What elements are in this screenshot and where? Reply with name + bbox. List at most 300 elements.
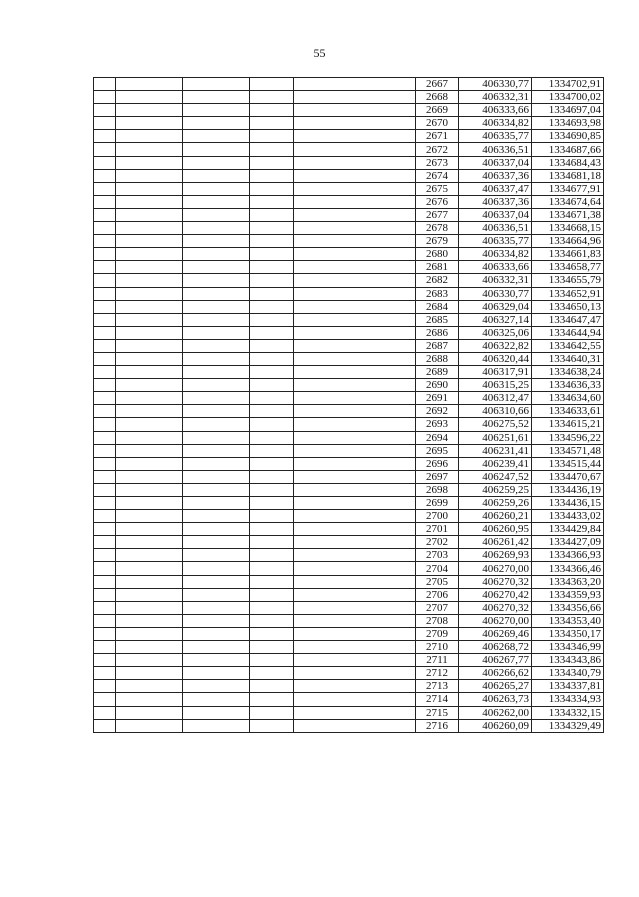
empty-cell bbox=[94, 339, 116, 352]
table-row bbox=[94, 195, 604, 208]
table-row bbox=[94, 536, 604, 549]
empty-cell bbox=[183, 483, 250, 496]
table-row bbox=[94, 156, 604, 169]
empty-cell bbox=[183, 470, 250, 483]
y-coordinate-cell: 1334697,04 bbox=[532, 104, 604, 117]
empty-cell bbox=[250, 366, 294, 379]
point-number-cell: 2700 bbox=[416, 510, 459, 523]
empty-cell bbox=[183, 641, 250, 654]
empty-cell bbox=[94, 313, 116, 326]
y-coordinate-cell: 1334644,94 bbox=[532, 326, 604, 339]
table-row bbox=[94, 405, 604, 418]
empty-cell bbox=[250, 444, 294, 457]
y-coordinate-cell: 1334661,83 bbox=[532, 248, 604, 261]
point-number-cell: 2671 bbox=[416, 130, 459, 143]
table-row bbox=[94, 208, 604, 221]
empty-cell bbox=[116, 627, 183, 640]
empty-cell bbox=[250, 706, 294, 719]
y-coordinate-cell: 1334693,98 bbox=[532, 117, 604, 130]
empty-cell bbox=[94, 235, 116, 248]
empty-cell bbox=[183, 614, 250, 627]
empty-cell bbox=[294, 235, 416, 248]
y-coordinate-cell: 1334356,66 bbox=[532, 601, 604, 614]
x-coordinate-cell: 406334,82 bbox=[459, 117, 532, 130]
empty-cell bbox=[294, 588, 416, 601]
x-coordinate-cell: 406325,06 bbox=[459, 326, 532, 339]
empty-cell bbox=[294, 641, 416, 654]
table-row bbox=[94, 483, 604, 496]
empty-cell bbox=[116, 588, 183, 601]
empty-cell bbox=[94, 379, 116, 392]
empty-cell bbox=[116, 366, 183, 379]
empty-cell bbox=[116, 261, 183, 274]
x-coordinate-cell: 406315,25 bbox=[459, 379, 532, 392]
empty-cell bbox=[250, 470, 294, 483]
empty-cell bbox=[250, 523, 294, 536]
y-coordinate-cell: 1334427,09 bbox=[532, 536, 604, 549]
table-row bbox=[94, 654, 604, 667]
table-row bbox=[94, 706, 604, 719]
empty-cell bbox=[116, 287, 183, 300]
empty-cell bbox=[294, 274, 416, 287]
point-number-cell: 2715 bbox=[416, 706, 459, 719]
table-row bbox=[94, 78, 604, 91]
empty-cell bbox=[94, 300, 116, 313]
empty-cell bbox=[294, 693, 416, 706]
empty-cell bbox=[116, 117, 183, 130]
point-number-cell: 2679 bbox=[416, 235, 459, 248]
x-coordinate-cell: 406263,73 bbox=[459, 693, 532, 706]
empty-cell bbox=[183, 366, 250, 379]
point-number-cell: 2716 bbox=[416, 719, 459, 732]
empty-cell bbox=[183, 497, 250, 510]
y-coordinate-cell: 1334655,79 bbox=[532, 274, 604, 287]
empty-cell bbox=[94, 667, 116, 680]
table-row bbox=[94, 614, 604, 627]
x-coordinate-cell: 406268,72 bbox=[459, 641, 532, 654]
empty-cell bbox=[294, 143, 416, 156]
point-number-cell: 2672 bbox=[416, 143, 459, 156]
empty-cell bbox=[250, 693, 294, 706]
empty-cell bbox=[250, 418, 294, 431]
empty-cell bbox=[116, 313, 183, 326]
empty-cell bbox=[94, 195, 116, 208]
empty-cell bbox=[250, 457, 294, 470]
empty-cell bbox=[294, 457, 416, 470]
empty-cell bbox=[294, 287, 416, 300]
x-coordinate-cell: 406330,77 bbox=[459, 78, 532, 91]
empty-cell bbox=[116, 300, 183, 313]
table-row bbox=[94, 627, 604, 640]
empty-cell bbox=[250, 169, 294, 182]
empty-cell bbox=[94, 627, 116, 640]
empty-cell bbox=[94, 497, 116, 510]
empty-cell bbox=[294, 601, 416, 614]
table-row bbox=[94, 248, 604, 261]
empty-cell bbox=[294, 326, 416, 339]
empty-cell bbox=[94, 562, 116, 575]
point-number-cell: 2713 bbox=[416, 680, 459, 693]
empty-cell bbox=[116, 248, 183, 261]
x-coordinate-cell: 406259,26 bbox=[459, 497, 532, 510]
empty-cell bbox=[250, 208, 294, 221]
table-row bbox=[94, 431, 604, 444]
empty-cell bbox=[250, 352, 294, 365]
empty-cell bbox=[294, 182, 416, 195]
empty-cell bbox=[94, 536, 116, 549]
x-coordinate-cell: 406336,51 bbox=[459, 222, 532, 235]
empty-cell bbox=[250, 654, 294, 667]
y-coordinate-cell: 1334638,24 bbox=[532, 366, 604, 379]
x-coordinate-cell: 406312,47 bbox=[459, 392, 532, 405]
empty-cell bbox=[183, 248, 250, 261]
y-coordinate-cell: 1334633,61 bbox=[532, 405, 604, 418]
empty-cell bbox=[94, 641, 116, 654]
x-coordinate-cell: 406260,21 bbox=[459, 510, 532, 523]
empty-cell bbox=[94, 208, 116, 221]
point-number-cell: 2692 bbox=[416, 405, 459, 418]
y-coordinate-cell: 1334334,93 bbox=[532, 693, 604, 706]
empty-cell bbox=[94, 405, 116, 418]
point-number-cell: 2705 bbox=[416, 575, 459, 588]
y-coordinate-cell: 1334674,64 bbox=[532, 195, 604, 208]
x-coordinate-cell: 406260,09 bbox=[459, 719, 532, 732]
x-coordinate-cell: 406247,52 bbox=[459, 470, 532, 483]
y-coordinate-cell: 1334343,86 bbox=[532, 654, 604, 667]
table-row bbox=[94, 497, 604, 510]
y-coordinate-cell: 1334684,43 bbox=[532, 156, 604, 169]
empty-cell bbox=[250, 510, 294, 523]
empty-cell bbox=[183, 418, 250, 431]
empty-cell bbox=[294, 222, 416, 235]
x-coordinate-cell: 406260,95 bbox=[459, 523, 532, 536]
empty-cell bbox=[94, 588, 116, 601]
point-number-cell: 2686 bbox=[416, 326, 459, 339]
empty-cell bbox=[183, 667, 250, 680]
empty-cell bbox=[116, 654, 183, 667]
empty-cell bbox=[294, 562, 416, 575]
empty-cell bbox=[250, 339, 294, 352]
y-coordinate-cell: 1334700,02 bbox=[532, 91, 604, 104]
empty-cell bbox=[183, 339, 250, 352]
empty-cell bbox=[94, 169, 116, 182]
empty-cell bbox=[183, 693, 250, 706]
empty-cell bbox=[183, 222, 250, 235]
point-number-cell: 2707 bbox=[416, 601, 459, 614]
empty-cell bbox=[250, 117, 294, 130]
point-number-cell: 2687 bbox=[416, 339, 459, 352]
point-number-cell: 2677 bbox=[416, 208, 459, 221]
y-coordinate-cell: 1334515,44 bbox=[532, 457, 604, 470]
empty-cell bbox=[116, 222, 183, 235]
empty-cell bbox=[183, 326, 250, 339]
empty-cell bbox=[94, 706, 116, 719]
empty-cell bbox=[94, 156, 116, 169]
empty-cell bbox=[250, 143, 294, 156]
empty-cell bbox=[116, 418, 183, 431]
empty-cell bbox=[250, 431, 294, 444]
x-coordinate-cell: 406337,36 bbox=[459, 169, 532, 182]
point-number-cell: 2696 bbox=[416, 457, 459, 470]
point-number-cell: 2711 bbox=[416, 654, 459, 667]
empty-cell bbox=[94, 143, 116, 156]
x-coordinate-cell: 406270,32 bbox=[459, 575, 532, 588]
empty-cell bbox=[94, 274, 116, 287]
empty-cell bbox=[94, 693, 116, 706]
empty-cell bbox=[250, 222, 294, 235]
y-coordinate-cell: 1334571,48 bbox=[532, 444, 604, 457]
empty-cell bbox=[294, 444, 416, 457]
empty-cell bbox=[116, 444, 183, 457]
empty-cell bbox=[183, 208, 250, 221]
point-number-cell: 2689 bbox=[416, 366, 459, 379]
y-coordinate-cell: 1334359,93 bbox=[532, 588, 604, 601]
point-number-cell: 2668 bbox=[416, 91, 459, 104]
y-coordinate-cell: 1334634,60 bbox=[532, 392, 604, 405]
empty-cell bbox=[183, 392, 250, 405]
table-row bbox=[94, 392, 604, 405]
table-row bbox=[94, 352, 604, 365]
empty-cell bbox=[250, 91, 294, 104]
table-row bbox=[94, 313, 604, 326]
empty-cell bbox=[250, 405, 294, 418]
table-row bbox=[94, 130, 604, 143]
x-coordinate-cell: 406270,00 bbox=[459, 562, 532, 575]
empty-cell bbox=[94, 117, 116, 130]
empty-cell bbox=[94, 719, 116, 732]
table-row bbox=[94, 719, 604, 732]
x-coordinate-cell: 406332,31 bbox=[459, 274, 532, 287]
empty-cell bbox=[250, 483, 294, 496]
empty-cell bbox=[116, 536, 183, 549]
empty-cell bbox=[294, 379, 416, 392]
y-coordinate-cell: 1334436,15 bbox=[532, 497, 604, 510]
empty-cell bbox=[250, 549, 294, 562]
x-coordinate-cell: 406259,25 bbox=[459, 483, 532, 496]
coordinate-table bbox=[93, 77, 604, 733]
empty-cell bbox=[294, 117, 416, 130]
empty-cell bbox=[183, 261, 250, 274]
empty-cell bbox=[294, 248, 416, 261]
empty-cell bbox=[294, 431, 416, 444]
x-coordinate-cell: 406337,04 bbox=[459, 156, 532, 169]
empty-cell bbox=[94, 222, 116, 235]
y-coordinate-cell: 1334470,67 bbox=[532, 470, 604, 483]
empty-cell bbox=[116, 352, 183, 365]
point-number-cell: 2670 bbox=[416, 117, 459, 130]
table-row bbox=[94, 444, 604, 457]
empty-cell bbox=[183, 706, 250, 719]
x-coordinate-cell: 406239,41 bbox=[459, 457, 532, 470]
x-coordinate-cell: 406261,42 bbox=[459, 536, 532, 549]
point-number-cell: 2688 bbox=[416, 352, 459, 365]
x-coordinate-cell: 406270,00 bbox=[459, 614, 532, 627]
y-coordinate-cell: 1334687,66 bbox=[532, 143, 604, 156]
x-coordinate-cell: 406335,77 bbox=[459, 130, 532, 143]
empty-cell bbox=[250, 300, 294, 313]
empty-cell bbox=[116, 693, 183, 706]
table-row bbox=[94, 300, 604, 313]
empty-cell bbox=[294, 483, 416, 496]
table-row bbox=[94, 641, 604, 654]
empty-cell bbox=[116, 91, 183, 104]
y-coordinate-cell: 1334668,15 bbox=[532, 222, 604, 235]
empty-cell bbox=[183, 536, 250, 549]
empty-cell bbox=[116, 208, 183, 221]
empty-cell bbox=[250, 313, 294, 326]
x-coordinate-cell: 406337,47 bbox=[459, 182, 532, 195]
table-row bbox=[94, 523, 604, 536]
empty-cell bbox=[183, 719, 250, 732]
point-number-cell: 2676 bbox=[416, 195, 459, 208]
empty-cell bbox=[183, 510, 250, 523]
y-coordinate-cell: 1334433,02 bbox=[532, 510, 604, 523]
empty-cell bbox=[294, 614, 416, 627]
empty-cell bbox=[294, 156, 416, 169]
point-number-cell: 2709 bbox=[416, 627, 459, 640]
empty-cell bbox=[183, 627, 250, 640]
empty-cell bbox=[94, 366, 116, 379]
empty-cell bbox=[116, 510, 183, 523]
y-coordinate-cell: 1334340,79 bbox=[532, 667, 604, 680]
empty-cell bbox=[294, 680, 416, 693]
point-number-cell: 2710 bbox=[416, 641, 459, 654]
empty-cell bbox=[94, 575, 116, 588]
empty-cell bbox=[183, 457, 250, 470]
empty-cell bbox=[183, 431, 250, 444]
empty-cell bbox=[94, 654, 116, 667]
empty-cell bbox=[116, 601, 183, 614]
point-number-cell: 2667 bbox=[416, 78, 459, 91]
empty-cell bbox=[294, 104, 416, 117]
x-coordinate-cell: 406317,91 bbox=[459, 366, 532, 379]
empty-cell bbox=[183, 313, 250, 326]
empty-cell bbox=[183, 405, 250, 418]
empty-cell bbox=[294, 667, 416, 680]
x-coordinate-cell: 406332,31 bbox=[459, 91, 532, 104]
empty-cell bbox=[294, 549, 416, 562]
empty-cell bbox=[116, 641, 183, 654]
empty-cell bbox=[294, 523, 416, 536]
empty-cell bbox=[183, 549, 250, 562]
y-coordinate-cell: 1334652,91 bbox=[532, 287, 604, 300]
empty-cell bbox=[294, 706, 416, 719]
empty-cell bbox=[250, 497, 294, 510]
x-coordinate-cell: 406329,04 bbox=[459, 300, 532, 313]
y-coordinate-cell: 1334658,77 bbox=[532, 261, 604, 274]
point-number-cell: 2704 bbox=[416, 562, 459, 575]
empty-cell bbox=[94, 510, 116, 523]
empty-cell bbox=[116, 235, 183, 248]
empty-cell bbox=[116, 143, 183, 156]
empty-cell bbox=[294, 130, 416, 143]
y-coordinate-cell: 1334337,81 bbox=[532, 680, 604, 693]
table-row bbox=[94, 91, 604, 104]
empty-cell bbox=[116, 130, 183, 143]
empty-cell bbox=[183, 680, 250, 693]
empty-cell bbox=[94, 326, 116, 339]
empty-cell bbox=[116, 614, 183, 627]
point-number-cell: 2674 bbox=[416, 169, 459, 182]
x-coordinate-cell: 406265,27 bbox=[459, 680, 532, 693]
empty-cell bbox=[250, 287, 294, 300]
point-number-cell: 2693 bbox=[416, 418, 459, 431]
empty-cell bbox=[294, 352, 416, 365]
x-coordinate-cell: 406267,77 bbox=[459, 654, 532, 667]
empty-cell bbox=[94, 523, 116, 536]
table-row bbox=[94, 339, 604, 352]
empty-cell bbox=[183, 601, 250, 614]
table-row bbox=[94, 667, 604, 680]
empty-cell bbox=[94, 91, 116, 104]
empty-cell bbox=[250, 627, 294, 640]
table-row bbox=[94, 601, 604, 614]
y-coordinate-cell: 1334596,22 bbox=[532, 431, 604, 444]
x-coordinate-cell: 406251,61 bbox=[459, 431, 532, 444]
empty-cell bbox=[116, 719, 183, 732]
empty-cell bbox=[183, 143, 250, 156]
table-row bbox=[94, 575, 604, 588]
point-number-cell: 2708 bbox=[416, 614, 459, 627]
empty-cell bbox=[294, 719, 416, 732]
y-coordinate-cell: 1334346,99 bbox=[532, 641, 604, 654]
empty-cell bbox=[294, 392, 416, 405]
empty-cell bbox=[116, 156, 183, 169]
x-coordinate-cell: 406322,82 bbox=[459, 339, 532, 352]
y-coordinate-cell: 1334436,19 bbox=[532, 483, 604, 496]
empty-cell bbox=[183, 169, 250, 182]
y-coordinate-cell: 1334664,96 bbox=[532, 235, 604, 248]
empty-cell bbox=[294, 470, 416, 483]
empty-cell bbox=[94, 182, 116, 195]
empty-cell bbox=[116, 575, 183, 588]
y-coordinate-cell: 1334690,85 bbox=[532, 130, 604, 143]
empty-cell bbox=[294, 497, 416, 510]
empty-cell bbox=[94, 352, 116, 365]
empty-cell bbox=[183, 300, 250, 313]
empty-cell bbox=[183, 287, 250, 300]
empty-cell bbox=[250, 156, 294, 169]
x-coordinate-cell: 406231,41 bbox=[459, 444, 532, 457]
empty-cell bbox=[116, 706, 183, 719]
table-row bbox=[94, 287, 604, 300]
empty-cell bbox=[116, 667, 183, 680]
table-row bbox=[94, 261, 604, 274]
point-number-cell: 2703 bbox=[416, 549, 459, 562]
table-row bbox=[94, 588, 604, 601]
table-row bbox=[94, 510, 604, 523]
point-number-cell: 2706 bbox=[416, 588, 459, 601]
empty-cell bbox=[183, 78, 250, 91]
point-number-cell: 2701 bbox=[416, 523, 459, 536]
point-number-cell: 2691 bbox=[416, 392, 459, 405]
empty-cell bbox=[250, 104, 294, 117]
empty-cell bbox=[94, 680, 116, 693]
empty-cell bbox=[183, 575, 250, 588]
y-coordinate-cell: 1334332,15 bbox=[532, 706, 604, 719]
empty-cell bbox=[294, 366, 416, 379]
x-coordinate-cell: 406337,36 bbox=[459, 195, 532, 208]
empty-cell bbox=[183, 274, 250, 287]
table-row bbox=[94, 418, 604, 431]
x-coordinate-cell: 406269,93 bbox=[459, 549, 532, 562]
y-coordinate-cell: 1334615,21 bbox=[532, 418, 604, 431]
empty-cell bbox=[116, 274, 183, 287]
y-coordinate-cell: 1334681,18 bbox=[532, 169, 604, 182]
table-row bbox=[94, 680, 604, 693]
empty-cell bbox=[183, 182, 250, 195]
empty-cell bbox=[294, 536, 416, 549]
